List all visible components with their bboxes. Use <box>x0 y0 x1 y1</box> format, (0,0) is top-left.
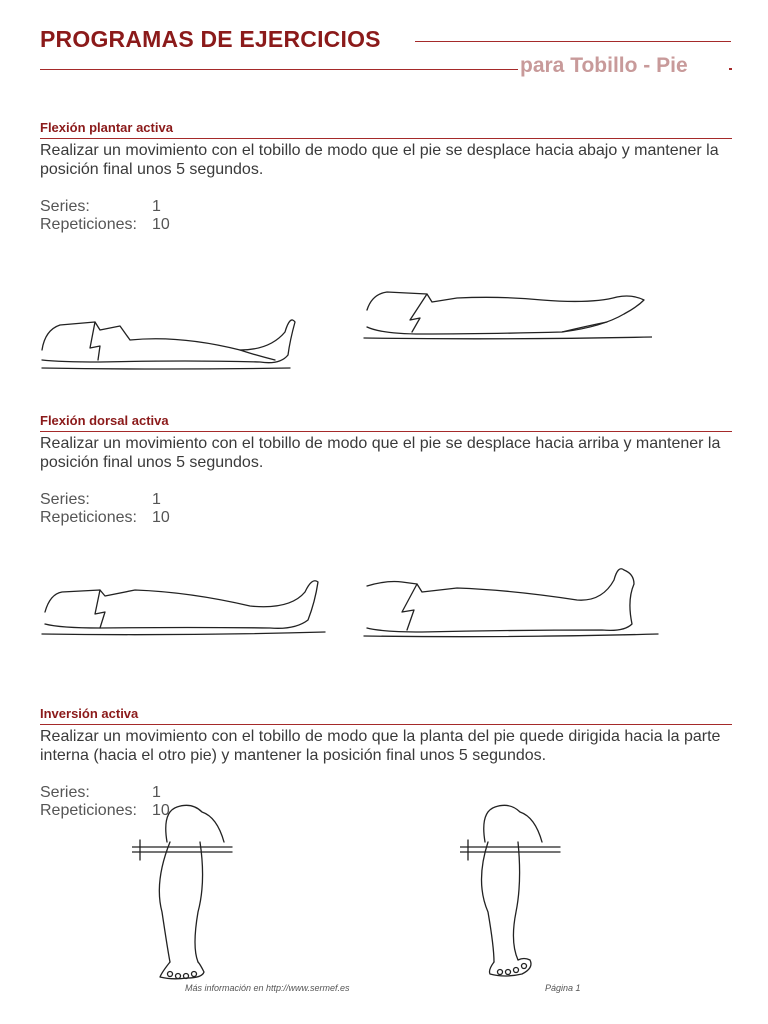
exercise-description: Realizar un movimiento con el tobillo de modo que la planta del pie quede dirigida hacia la parte interna (hacia el otro pie) y mantener la posición final unos 5 segundos. <box>40 728 721 764</box>
reps-value: 10 <box>152 216 170 233</box>
leg-plantar-flexion-illustration <box>362 282 652 352</box>
subtitle-rule <box>40 69 518 70</box>
subtitle-rule-end <box>729 68 732 70</box>
exercise-description: Realizar un movimiento con el tobillo de modo que el pie se desplace hacia arriba y mantener la posición final unos 5 segundos. <box>40 435 721 471</box>
series-value: 1 <box>152 491 161 508</box>
exercise-title: Inversión activa <box>40 706 139 721</box>
reps-value: 10 <box>152 509 170 526</box>
footer-more-info: Más información en http://www.sermef.es <box>185 983 350 993</box>
series-label: Series: <box>40 491 90 508</box>
exercise-section-plantar-flexion <box>40 120 732 234</box>
series-label: Series: <box>40 784 90 801</box>
section-rule <box>40 724 732 725</box>
series-value: 1 <box>152 198 161 215</box>
reps-label: Repeticiones: <box>40 216 137 233</box>
page-title: PROGRAMAS DE EJERCICIOS <box>40 26 381 52</box>
reps-value: 10 <box>152 802 170 819</box>
leg-front-neutral-illustration <box>132 802 242 982</box>
exercise-section-dorsal-flexion <box>40 413 732 527</box>
exercise-title: Flexión plantar activa <box>40 120 173 135</box>
title-rule <box>415 41 731 42</box>
exercise-description: Realizar un movimiento con el tobillo de modo que el pie se desplace hacia abajo y mantener la posición final unos 5 segundos. <box>40 142 719 178</box>
leg-neutral-illustration <box>40 300 300 375</box>
leg-neutral-illustration-2 <box>40 572 330 642</box>
reps-label: Repeticiones: <box>40 509 137 526</box>
section-rule <box>40 431 732 432</box>
series-label: Series: <box>40 198 90 215</box>
leg-front-inversion-illustration <box>460 802 570 982</box>
exercise-title: Flexión dorsal activa <box>40 413 169 428</box>
page-subtitle: para Tobillo - Pie <box>520 54 688 77</box>
footer-page-number: Página 1 <box>545 983 581 993</box>
leg-dorsal-flexion-illustration <box>362 560 662 642</box>
series-value: 1 <box>152 784 161 801</box>
section-rule <box>40 138 732 139</box>
exercise-params <box>40 198 732 234</box>
reps-label: Repeticiones: <box>40 802 137 819</box>
exercise-params <box>40 491 732 527</box>
